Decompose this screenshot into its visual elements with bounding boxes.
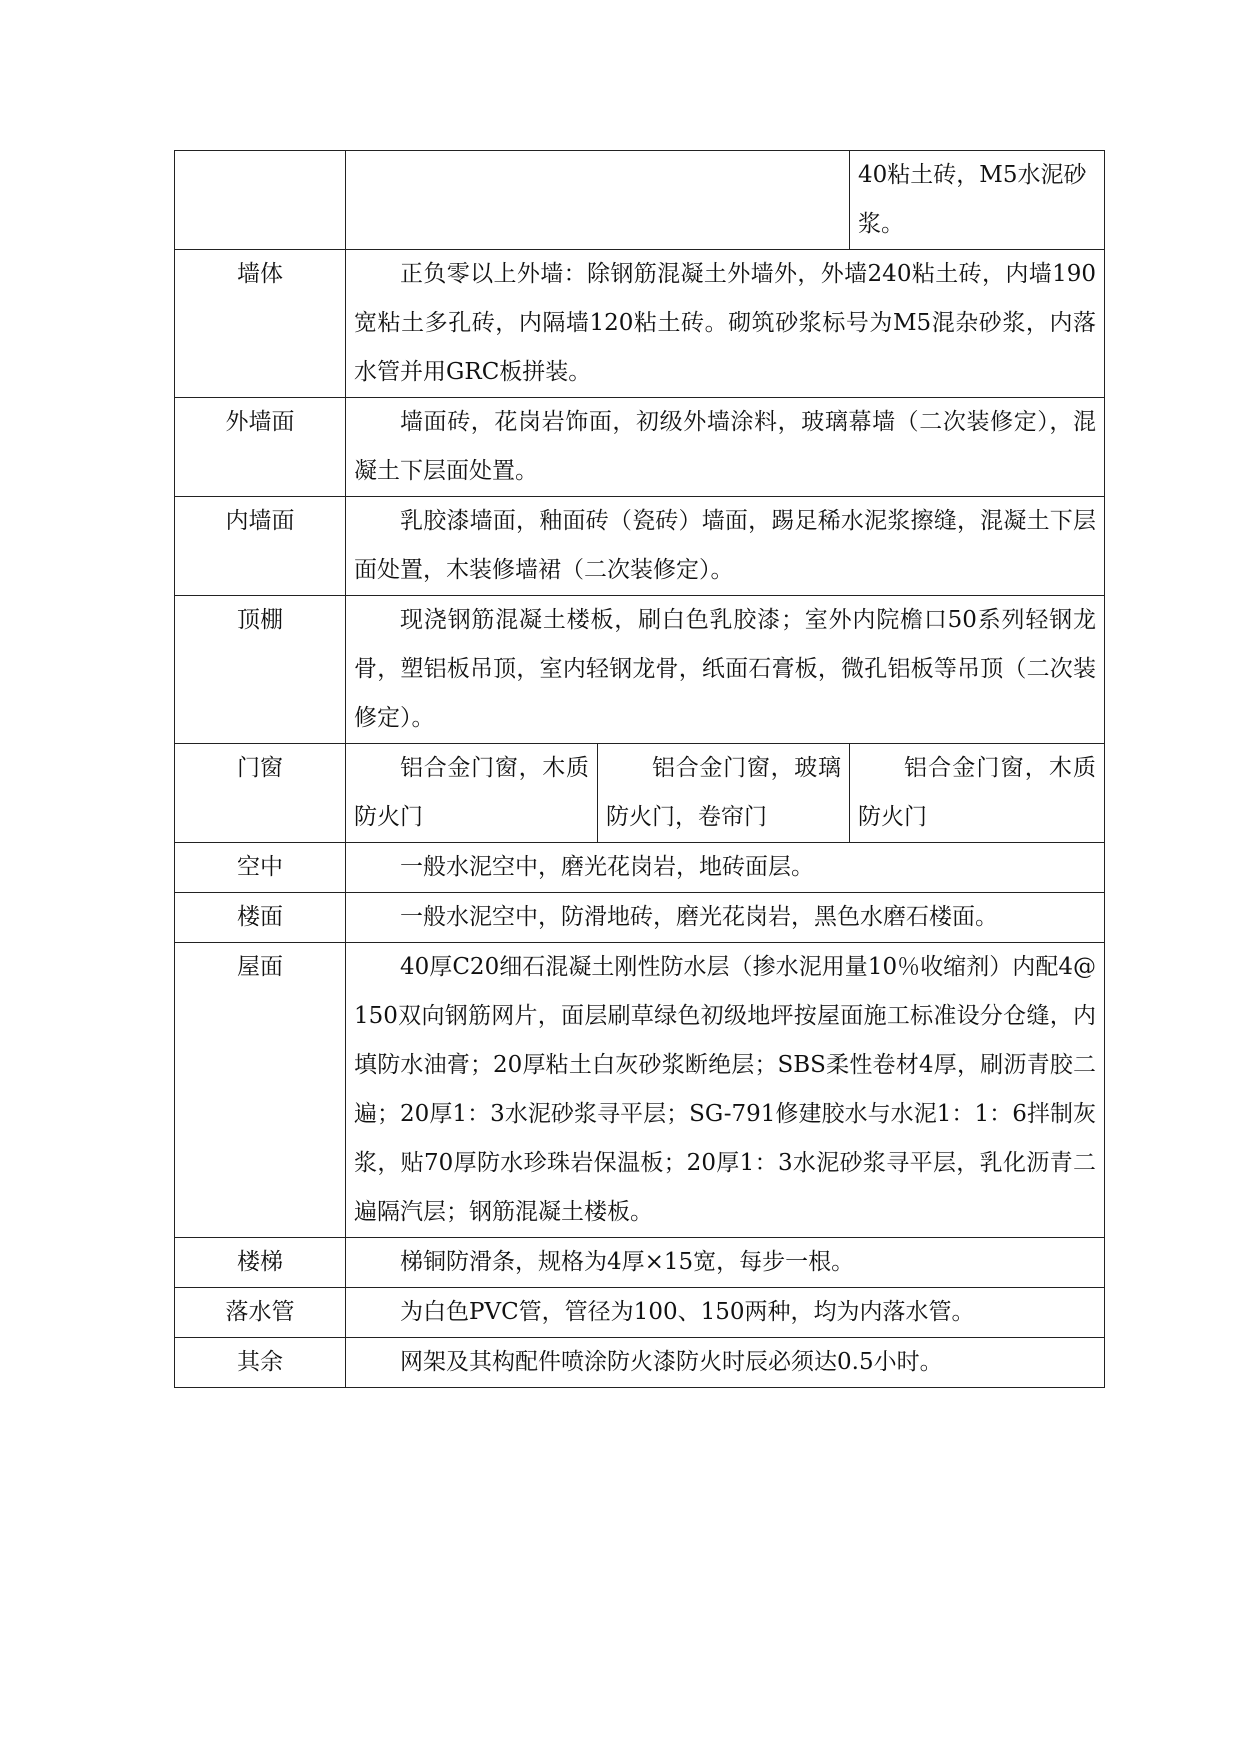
row-label: 顶棚 [175,596,346,744]
table-row-doors-windows [175,744,1105,843]
row-description: 梯铜防滑条，规格为4厚×15宽，每步一根。 [346,1238,1105,1288]
row-label: 外墙面 [175,398,346,497]
row-description: 40厚C20细石混凝土刚性防水层（掺水泥用量10％收缩剂）内配4@150双向钢筋网片，面层刷草绿色初级地坪按屋面施工标准设分仓缝，内填防水油膏；20厚粘土白灰砂浆断绝层；SBS柔性卷材4厚，刷沥青胶二遍；20厚1：3水泥砂浆寻平层；SG-791修建胶水与水泥1：1：6拌制灰浆，贴70厚防水珍珠岩保温板；20厚1：3水泥砂浆寻平层，乳化沥青二遍隔汽层；钢筋混凝土楼板。 [346,943,1105,1238]
construction-spec-table [174,150,1105,1388]
row-label: 门窗 [175,744,346,843]
row-label: 其余 [175,1338,346,1388]
row-label: 落水管 [175,1288,346,1338]
table-row [175,596,1105,744]
table-row [175,843,1105,893]
label-cell-empty [175,151,346,250]
row-label: 墙体 [175,250,346,398]
table-row [175,943,1105,1238]
row-label: 空中 [175,843,346,893]
table-row [175,1288,1105,1338]
continuation-text-cell: 40粘土砖，M5水泥砂浆。 [850,151,1105,250]
row-description: 一般水泥空中，防滑地砖，磨光花岗岩，黑色水磨石楼面。 [346,893,1105,943]
table-row [175,250,1105,398]
door-cell: 铝合金门窗，玻璃防火门，卷帘门 [598,744,850,843]
table-row [175,1238,1105,1288]
description-cell-empty [346,151,850,250]
table-row [175,1338,1105,1388]
row-label: 内墙面 [175,497,346,596]
row-description: 一般水泥空中，磨光花岗岩，地砖面层。 [346,843,1105,893]
row-description: 现浇钢筋混凝土楼板，刷白色乳胶漆；室外内院檐口50系列轻钢龙骨，塑铝板吊顶，室内轻钢龙骨，纸面石膏板，微孔铝板等吊顶（二次装修定）。 [346,596,1105,744]
row-description: 为白色PVC管，管径为100、150两种，均为内落水管。 [346,1288,1105,1338]
row-label: 楼梯 [175,1238,346,1288]
table-row [175,151,1105,250]
door-cell: 铝合金门窗，木质防火门 [850,744,1105,843]
row-description: 正负零以上外墙：除钢筋混凝土外墙外，外墙240粘土砖，内墙190宽粘土多孔砖，内隔墙120粘土砖。砌筑砂浆标号为M5混杂砂浆，内落水管并用GRC板拼装。 [346,250,1105,398]
door-cell: 铝合金门窗，木质防火门 [346,744,598,843]
table-row [175,497,1105,596]
table-row [175,893,1105,943]
row-description: 网架及其构配件喷涂防火漆防火时辰必须达0.5小时。 [346,1338,1105,1388]
row-label: 楼面 [175,893,346,943]
row-description: 墙面砖，花岗岩饰面，初级外墙涂料，玻璃幕墙（二次装修定），混凝土下层面处置。 [346,398,1105,497]
table-row [175,398,1105,497]
row-label: 屋面 [175,943,346,1238]
row-description: 乳胶漆墙面，釉面砖（瓷砖）墙面，踢足稀水泥浆擦缝，混凝土下层面处置，木装修墙裙（二次装修定）。 [346,497,1105,596]
